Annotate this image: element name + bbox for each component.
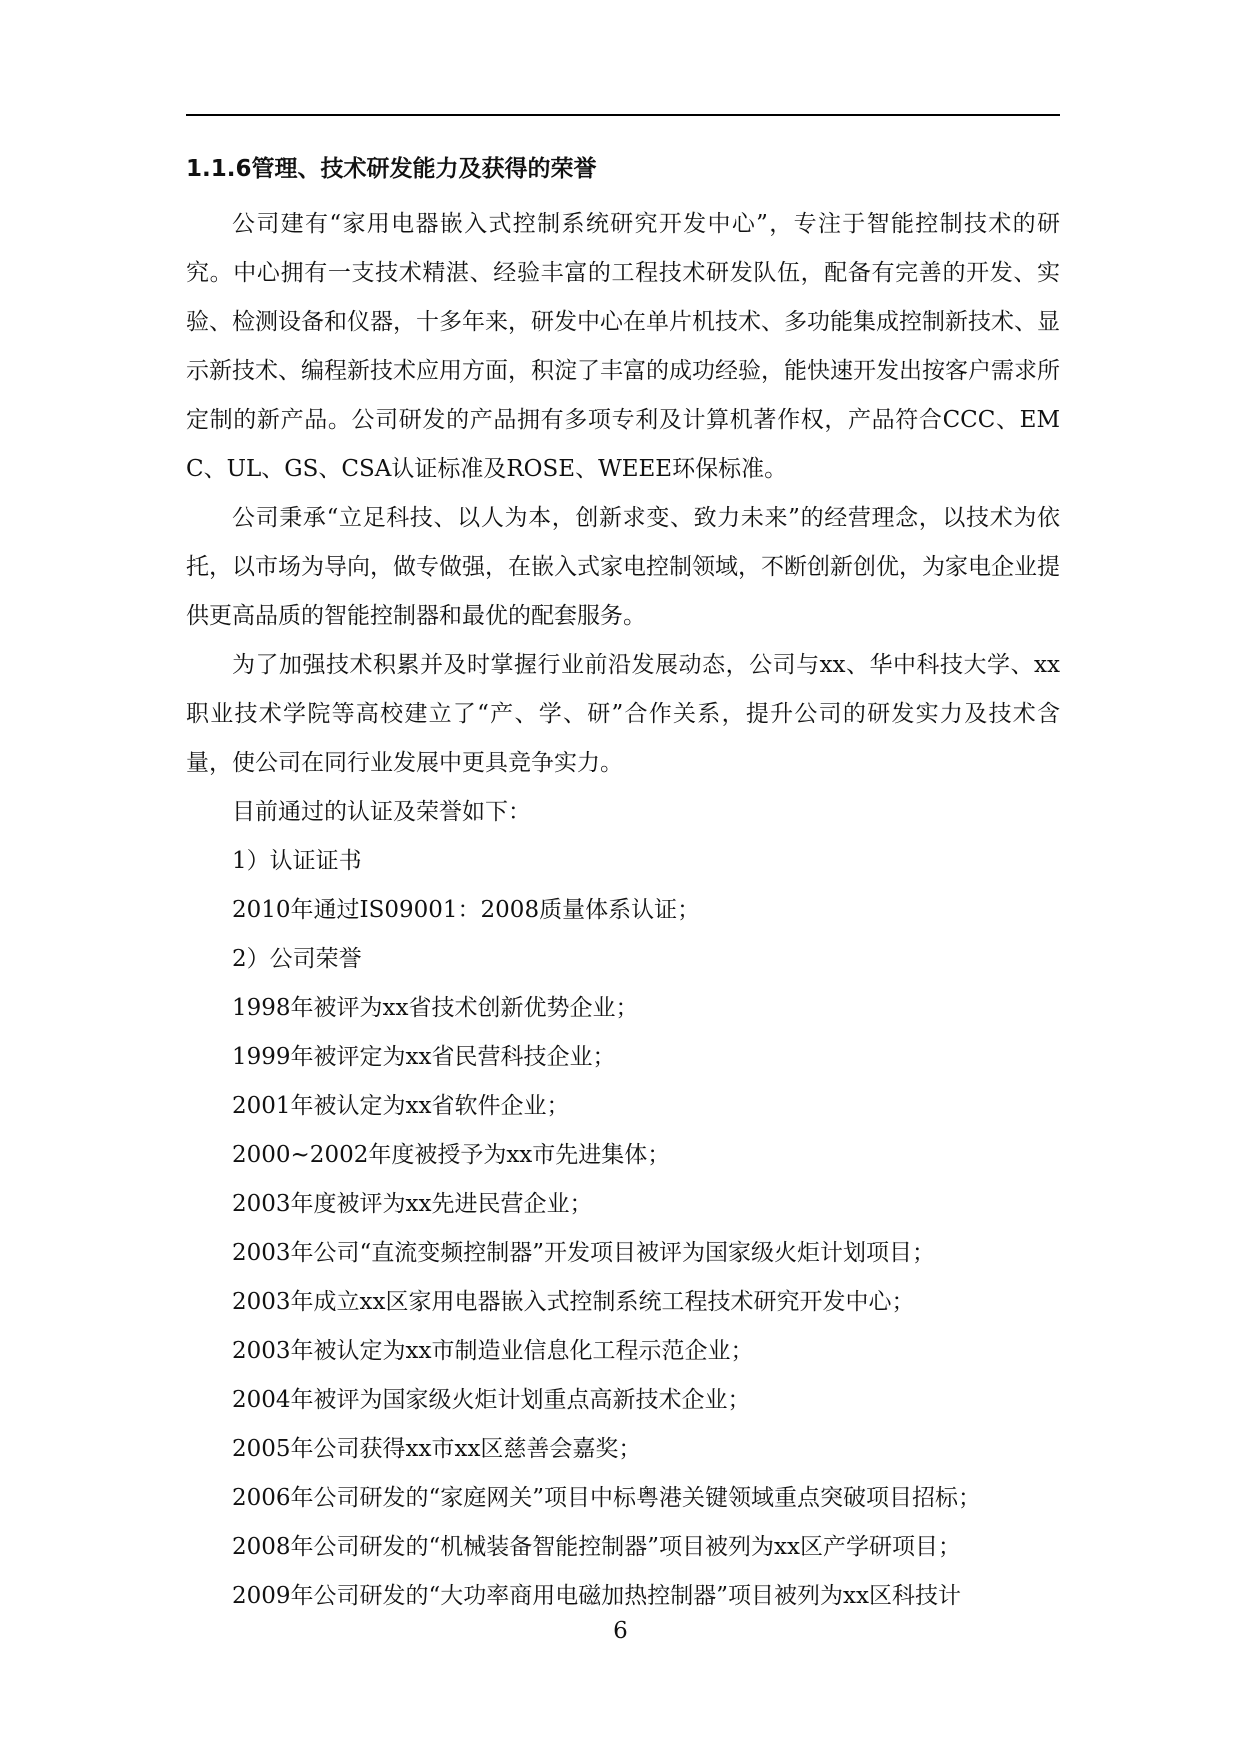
section-heading: 1.1.6管理、技术研发能力及获得的荣誉 — [186, 156, 597, 182]
list-item: 2004年被评为国家级火炬计划重点高新技术企业； — [232, 1387, 751, 1413]
list-item: 2000~2002年度被授予为xx市先进集体； — [232, 1142, 671, 1168]
list-subheading-honors: 2）公司荣誉 — [232, 946, 362, 972]
list-item: 2010年通过IS09001：2008质量体系认证； — [232, 897, 701, 923]
list-item: 2003年被认定为xx市制造业信息化工程示范企业； — [232, 1338, 754, 1364]
list-item: 1998年被评为xx省技术创新优势企业； — [232, 995, 639, 1021]
list-item: 2009年公司研发的“大功率商用电磁加热控制器”项目被列为xx区科技计 — [232, 1583, 961, 1609]
list-item: 2001年被认定为xx省软件企业； — [232, 1093, 570, 1119]
page-body — [186, 146, 1060, 1621]
list-item: 2003年成立xx区家用电器嵌入式控制系统工程技术研究开发中心； — [232, 1289, 915, 1315]
list-item: 2003年公司“直流变频控制器”开发项目被评为国家级火炬计划项目； — [232, 1240, 936, 1266]
list-intro: 目前通过的认证及荣誉如下： — [232, 799, 531, 825]
list-item: 1999年被评定为xx省民营科技企业； — [232, 1044, 616, 1070]
list-item: 2005年公司获得xx市xx区慈善会嘉奖； — [232, 1436, 642, 1462]
list-item: 2003年度被评为xx先进民营企业； — [232, 1191, 593, 1217]
list-item: 2006年公司研发的“家庭网关”项目中标粤港关键领域重点突破项目招标； — [232, 1485, 982, 1511]
paragraph-university-cooperation: 为了加强技术积累并及时掌握行业前沿发展动态，公司与xx、华中科技大学、xx职业技术学院等高校建立了“产、学、研”合作关系，提升公司的研发实力及技术含量，使公司在同行业发展中更具竞争实力。 — [186, 652, 1060, 776]
list-item: 2008年公司研发的“机械装备智能控制器”项目被列为xx区产学研项目； — [232, 1534, 961, 1560]
header-rule — [186, 114, 1060, 116]
paragraph-research-center: 公司建有“家用电器嵌入式控制系统研究开发中心”，专注于智能控制技术的研究。中心拥有一支技术精湛、经验丰富的工程技术研发队伍，配备有完善的开发、实验、检测设备和仪器，十多年来，研发中心在单片机技术、多功能集成控制新技术、显示新技术、编程新技术应用方面，积淀了丰富的成功经验，能快速开发出按客户需求所定制的新产品。公司研发的产品拥有多项专利及计算机著作权，产品符合CCC、EMC、UL、GS、CSA认证标准及ROSE、WEEE环保标准。 — [186, 211, 1060, 482]
page-number: 6 — [613, 1618, 628, 1644]
list-subheading-certificates: 1）认证证书 — [232, 848, 362, 874]
paragraph-business-philosophy: 公司秉承“立足科技、以人为本，创新求变、致力未来”的经营理念，以技术为依托，以市场为导向，做专做强，在嵌入式家电控制领域，不断创新创优，为家电企业提供更高品质的智能控制器和最优的配套服务。 — [186, 505, 1060, 629]
